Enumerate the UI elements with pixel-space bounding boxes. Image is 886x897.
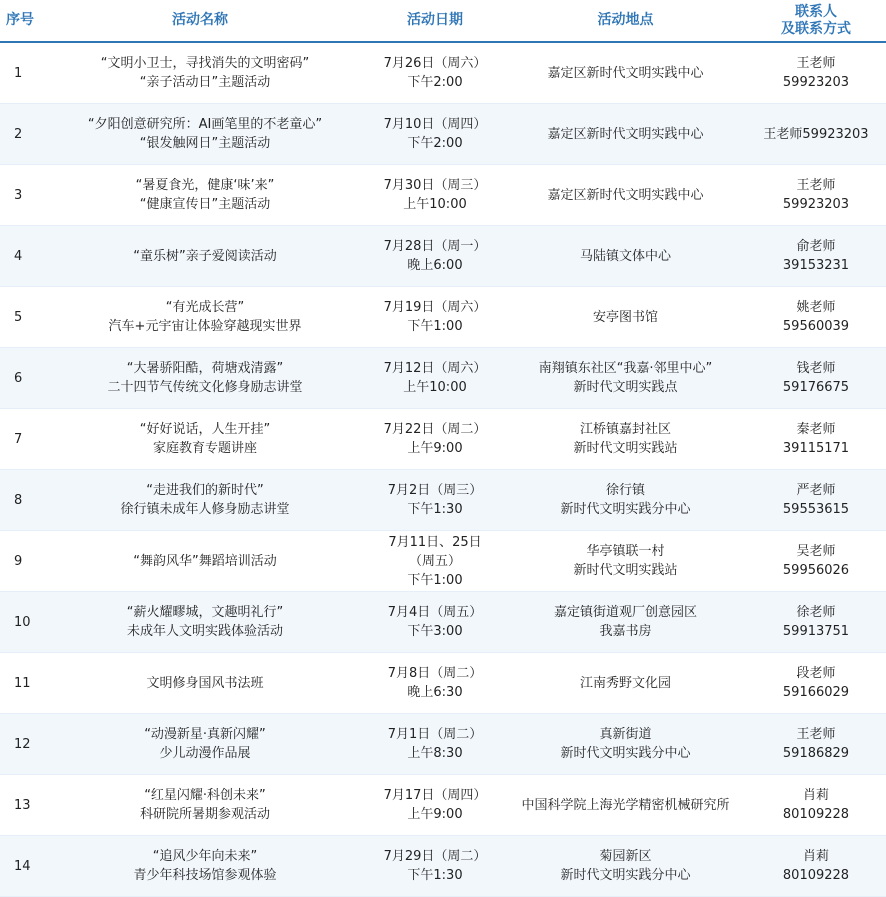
cell-contact [746, 42, 886, 104]
cell-activity-date-line: 下午1:30 [407, 502, 463, 517]
cell-activity-name-line: “有光成长营” [165, 300, 245, 315]
cell-activity-name-line: 汽车+元宇宙让体验穿越现实世界 [108, 319, 302, 334]
cell-activity-location [505, 42, 746, 104]
cell-activity-name [45, 714, 365, 775]
cell-activity-date-line: 7月12日（周六） [383, 361, 487, 376]
cell-row-number: 2 [0, 104, 45, 165]
table-row [0, 653, 886, 714]
cell-contact-line: 钱老师 [796, 361, 836, 376]
cell-activity-date-line: 7月4日（周五） [387, 605, 483, 620]
cell-contact [746, 531, 886, 592]
cell-activity-name [45, 775, 365, 836]
cell-activity-name [45, 531, 365, 592]
cell-row-number: 13 [0, 775, 45, 836]
cell-activity-date-line: 7月30日（周三） [383, 178, 487, 193]
cell-activity-date [365, 531, 505, 592]
table-row [0, 409, 886, 470]
cell-contact-line: 59560039 [782, 319, 850, 334]
table-row [0, 775, 886, 836]
cell-row-number: 7 [0, 409, 45, 470]
cell-activity-name-line: 二十四节气传统文化修身励志讲堂 [107, 380, 303, 395]
cell-contact-line: 59186829 [782, 746, 850, 761]
cell-activity-date [365, 653, 505, 714]
cell-activity-date [365, 836, 505, 897]
cell-activity-date-line: 7月11日、25日 [388, 534, 482, 550]
cell-contact-line: 59913751 [782, 624, 850, 639]
cell-activity-date-line: 下午1:00 [407, 319, 463, 334]
cell-activity-date-line: 7月10日（周四） [383, 117, 487, 132]
cell-activity-name-line: “走进我们的新时代” [146, 483, 264, 498]
cell-contact-line: 39153231 [782, 258, 850, 273]
cell-activity-name-line: 家庭教育专题讲座 [152, 441, 257, 456]
cell-activity-date-line: 7月17日（周四） [383, 788, 487, 803]
cell-contact-line: 姚老师 [796, 300, 836, 315]
cell-activity-name-line: “健康宣传日”主题活动 [139, 197, 271, 212]
cell-contact-line: 59176675 [782, 380, 850, 395]
cell-row-number: 5 [0, 287, 45, 348]
header-contact-line2: 及联系方式 [781, 20, 851, 37]
table-body [0, 42, 886, 897]
cell-contact [746, 775, 886, 836]
cell-activity-name [45, 165, 365, 226]
table-row [0, 531, 886, 592]
cell-activity-name [45, 348, 365, 409]
cell-contact-line: 肖莉 [802, 849, 829, 864]
cell-row-number: 1 [0, 42, 45, 104]
cell-contact-line: 吴老师 [796, 544, 836, 559]
cell-activity-name [45, 226, 365, 287]
table-row [0, 104, 886, 165]
cell-contact [746, 653, 886, 714]
cell-activity-name [45, 42, 365, 104]
cell-contact-line: 39115171 [782, 441, 850, 456]
cell-activity-name-line: “文明小卫士，寻找消失的文明密码” [100, 56, 310, 71]
cell-contact [746, 348, 886, 409]
cell-row-number: 8 [0, 470, 45, 531]
cell-activity-location [505, 226, 746, 287]
cell-activity-date [365, 42, 505, 104]
cell-activity-name-line: “亲子活动日”主题活动 [139, 75, 271, 90]
cell-activity-location-line: 新时代文明实践站 [573, 441, 678, 456]
cell-contact-line: 80109228 [782, 868, 850, 883]
table-row [0, 592, 886, 653]
cell-contact-line: 肖莉 [802, 788, 829, 803]
cell-activity-location-line: 新时代文明实践站 [573, 563, 678, 578]
cell-activity-name-line: “夕阳创意研究所：AI画笔里的不老童心” [87, 117, 323, 132]
header-date: 活动日期 [365, 0, 505, 42]
cell-activity-date [365, 409, 505, 470]
table-row [0, 348, 886, 409]
cell-activity-name-line: 文明修身国风书法班 [146, 675, 264, 691]
cell-row-number: 10 [0, 592, 45, 653]
cell-activity-date [365, 348, 505, 409]
cell-activity-date [365, 775, 505, 836]
cell-activity-name-line: “薪火耀疁城，文趣明礼行” [126, 605, 284, 620]
cell-activity-date-line: 下午1:30 [407, 868, 463, 883]
cell-activity-name [45, 592, 365, 653]
cell-contact-line: 59166029 [782, 685, 850, 700]
cell-contact-line: 王老师 [796, 727, 836, 742]
table-row [0, 470, 886, 531]
cell-activity-name [45, 653, 365, 714]
cell-activity-name-line: “舞韵风华”舞蹈培训活动 [133, 553, 277, 569]
cell-activity-location-line: 徐行镇 [605, 483, 645, 498]
cell-activity-location [505, 836, 746, 897]
cell-contact-line: 严老师 [796, 483, 836, 498]
cell-contact [746, 714, 886, 775]
cell-contact [746, 226, 886, 287]
cell-activity-date-line: 上午9:00 [407, 807, 463, 822]
cell-contact [746, 165, 886, 226]
table-row [0, 42, 886, 104]
cell-activity-date-line: 7月1日（周二） [387, 727, 483, 742]
table-row [0, 714, 886, 775]
cell-contact-line: 59923203 [782, 75, 850, 90]
cell-activity-location [505, 775, 746, 836]
table-row [0, 287, 886, 348]
cell-activity-date-line: 晚上6:00 [407, 258, 463, 273]
table-header [0, 0, 886, 42]
cell-activity-name-line: “红星闪耀·科创未来” [144, 788, 266, 803]
cell-activity-name [45, 836, 365, 897]
cell-activity-location-line: 真新街道 [599, 727, 652, 742]
cell-activity-location [505, 592, 746, 653]
cell-contact [746, 470, 886, 531]
cell-activity-date-line: 7月19日（周六） [383, 300, 487, 315]
cell-activity-location-line: 江南秀野文化园 [579, 675, 671, 691]
cell-activity-date-line: （周五） [408, 553, 461, 569]
cell-activity-location-line: 新时代文明实践分中心 [560, 868, 691, 883]
header-location: 活动地点 [505, 0, 746, 42]
cell-activity-date-line: 晚上6:30 [407, 685, 463, 700]
cell-activity-location-line: 安亭图书馆 [592, 309, 658, 325]
cell-activity-date-line: 上午10:00 [403, 197, 467, 212]
cell-activity-date-line: 上午9:00 [407, 441, 463, 456]
cell-contact-line: 秦老师 [796, 422, 836, 437]
cell-activity-name [45, 287, 365, 348]
cell-activity-date [365, 287, 505, 348]
cell-activity-name-line: 少儿动漫作品展 [159, 746, 251, 761]
cell-row-number: 6 [0, 348, 45, 409]
cell-activity-date-line: 7月8日（周二） [387, 666, 483, 681]
cell-contact-line: 59956026 [782, 563, 850, 578]
cell-activity-location-line: 我嘉书房 [599, 624, 652, 639]
header-contact-line1: 联系人 [795, 3, 837, 20]
cell-activity-location-line: 嘉定区新时代文明实践中心 [547, 126, 704, 142]
cell-contact-line: 59923203 [782, 197, 850, 212]
cell-activity-name [45, 470, 365, 531]
cell-activity-name-line: 科研院所暑期参观活动 [139, 807, 270, 822]
cell-activity-location [505, 653, 746, 714]
cell-row-number: 11 [0, 653, 45, 714]
cell-activity-location-line: 嘉定区新时代文明实践中心 [547, 65, 704, 81]
cell-contact-line: 徐老师 [796, 605, 836, 620]
cell-activity-name-line: “追风少年向未来” [152, 849, 258, 864]
cell-contact-line: 王老师 [796, 56, 836, 71]
cell-activity-date [365, 165, 505, 226]
cell-activity-name-line: “动漫新星·真新闪耀” [144, 727, 266, 742]
cell-contact-line: 王老师 [796, 178, 836, 193]
cell-activity-location-line: 嘉定区新时代文明实践中心 [547, 187, 704, 203]
cell-contact-line: 俞老师 [796, 239, 836, 254]
cell-row-number: 14 [0, 836, 45, 897]
cell-activity-date-line: 7月28日（周一） [383, 239, 487, 254]
cell-activity-date-line: 7月22日（周二） [383, 422, 487, 437]
cell-activity-name [45, 104, 365, 165]
cell-row-number: 4 [0, 226, 45, 287]
cell-activity-date-line: 上午10:00 [403, 380, 467, 395]
cell-activity-location [505, 409, 746, 470]
cell-contact-line: 王老师59923203 [763, 126, 869, 142]
header-no: 序号 [0, 0, 45, 42]
cell-activity-date-line: 7月26日（周六） [383, 56, 487, 71]
cell-activity-date [365, 226, 505, 287]
cell-contact-line: 80109228 [782, 807, 850, 822]
cell-contact-line: 段老师 [796, 666, 836, 681]
cell-activity-date-line: 7月2日（周三） [387, 483, 483, 498]
table-row [0, 226, 886, 287]
header-name: 活动名称 [45, 0, 365, 42]
cell-activity-location [505, 165, 746, 226]
cell-contact-line: 59553615 [782, 502, 850, 517]
cell-activity-name [45, 409, 365, 470]
table-row [0, 165, 886, 226]
cell-activity-location-line: 华亭镇联一村 [586, 544, 665, 559]
cell-row-number: 3 [0, 165, 45, 226]
cell-row-number: 12 [0, 714, 45, 775]
cell-activity-location-line: 南翔镇东社区“我嘉·邻里中心” [538, 361, 713, 376]
cell-activity-date-line: 下午3:00 [407, 624, 463, 639]
cell-activity-date [365, 104, 505, 165]
table-row [0, 836, 886, 897]
cell-activity-name-line: 青少年科技场馆参观体验 [133, 868, 277, 883]
cell-activity-location-line: 江桥镇嘉封社区 [579, 422, 671, 437]
cell-activity-location [505, 104, 746, 165]
cell-activity-location [505, 348, 746, 409]
cell-activity-date [365, 714, 505, 775]
cell-activity-location-line: 菊园新区 [599, 849, 652, 864]
cell-activity-name-line: “大暑骄阳酷，荷塘戏清露” [126, 361, 284, 376]
cell-row-number: 9 [0, 531, 45, 592]
header-row [0, 0, 886, 42]
cell-activity-name-line: 徐行镇未成年人修身励志讲堂 [120, 502, 290, 517]
cell-activity-name-line: “银发触网日”主题活动 [139, 136, 271, 151]
cell-activity-date-line: 下午2:00 [407, 136, 463, 151]
cell-activity-date-line: 下午2:00 [407, 75, 463, 90]
cell-contact [746, 287, 886, 348]
cell-activity-name-line: 未成年人文明实践体验活动 [126, 624, 283, 639]
cell-activity-location-line: 新时代文明实践点 [573, 380, 678, 395]
cell-activity-location [505, 470, 746, 531]
cell-activity-date-line: 下午1:00 [407, 572, 463, 588]
cell-activity-location [505, 714, 746, 775]
cell-activity-location [505, 531, 746, 592]
cell-activity-location-line: 新时代文明实践分中心 [560, 502, 691, 517]
cell-activity-date-line: 7月29日（周二） [383, 849, 487, 864]
cell-activity-date [365, 592, 505, 653]
cell-activity-location-line: 马陆镇文体中心 [579, 248, 671, 264]
cell-activity-location-line: 中国科学院上海光学精密机械研究所 [521, 797, 730, 813]
cell-contact [746, 592, 886, 653]
cell-activity-name-line: “童乐树”亲子爱阅读活动 [133, 248, 277, 264]
cell-activity-location [505, 287, 746, 348]
cell-activity-name-line: “暑夏食光，健康‘味’来” [135, 178, 275, 193]
cell-contact [746, 836, 886, 897]
cell-contact [746, 409, 886, 470]
header-contact [746, 0, 886, 42]
cell-activity-date [365, 470, 505, 531]
cell-activity-name-line: “好好说话，人生开挂” [139, 422, 271, 437]
cell-activity-date-line: 上午8:30 [407, 746, 463, 761]
cell-activity-location-line: 新时代文明实践分中心 [560, 746, 691, 761]
cell-activity-location-line: 嘉定镇街道观厂创意园区 [553, 605, 697, 620]
cell-contact [746, 104, 886, 165]
